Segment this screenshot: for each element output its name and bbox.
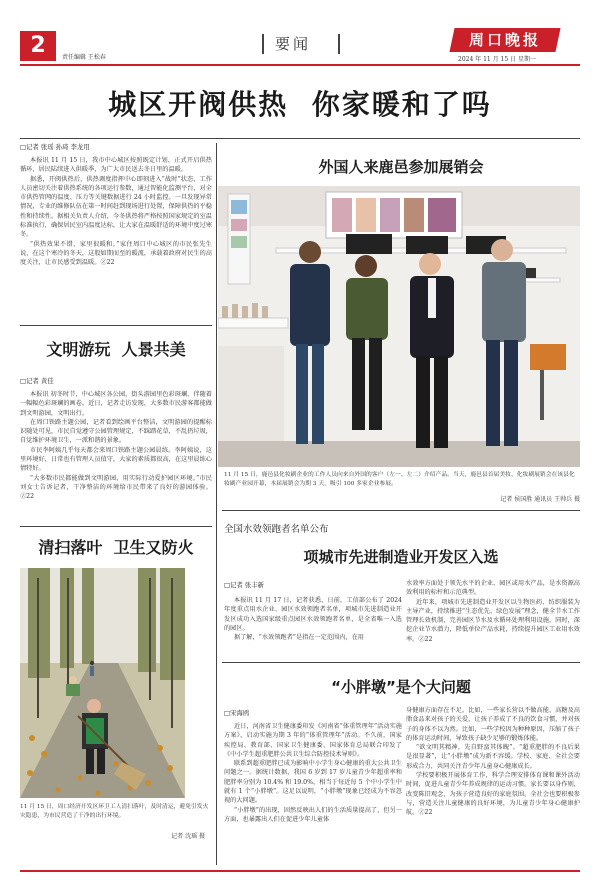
lead-paragraph: 本报讯 11 月 15 日，我市中心城区按照既定计划，正式开启供热循环，居民陆续进入供暖季，为广大市民送去冬日里的温暖。 bbox=[20, 157, 212, 174]
end-mark: Ⓩ22 bbox=[418, 809, 433, 817]
brand-logo bbox=[449, 28, 560, 52]
expo-rule bbox=[222, 510, 580, 511]
section-separator-right bbox=[338, 34, 340, 54]
pangdun-paragraph: 联系到超重肥胖已成为影响中小学生身心健康的重大公共卫生问题之一。据统计数据，我国 6 岁到 17 岁儿童青少年超重率和肥胖率分别为 10.4% 和 19.0%，相当于每近每 5 个中小学生中就有 1 个“小胖墩”。这足以说明，“小胖墩”现象已经成为不容忽视的大问题。 bbox=[224, 760, 402, 805]
headline-rule bbox=[20, 138, 580, 139]
xiangcheng-headline: 项城市先进制造业开发区入选 bbox=[303, 548, 499, 566]
expo-photo bbox=[218, 186, 580, 467]
civil-paragraph: 市民李阿姨几乎每天都会来周口铁路主题公园晨练。李阿姨说，这里环境好，日常也有管理人员值守，大家的素质都很高，在这里晨练心情特好。 bbox=[20, 446, 212, 473]
civil-rule bbox=[20, 325, 212, 326]
pangdun-paragraph: “欲文明其精神，先自野蛮其体魄”。“超重肥胖的不良后果是很显著”，让“小胖墩”成为新不容缓。学校、家庭、全社会要形成合力，共同关注青少年儿童身心健康成长。 bbox=[406, 744, 580, 770]
lead-paragraph: 据悉，开阀供热后，供热调度指挥中心即刻进入“战时”状态，工作人员密切关注着供热系统的各项运行参数，通过智能化监测平台，对全市供热管网的温度、压力等关键数据进行 24 小时监控。一旦发现异常情况，专业的维修队伍在第一时间赶到现场进行处置，保障供热的平稳性和持续性。据相关负责人介绍，今冬供热将严格按照国家规定的室温标准执行，确保居民室内温度达标，让大家在温暖舒适的环境中度过寒冬。 bbox=[20, 175, 212, 239]
xiangcheng-paragraph: 据了解，“水效领跑者”是指在一定范围内，在用 bbox=[233, 634, 364, 642]
xiangcheng-body-left bbox=[224, 596, 402, 652]
xiangcheng-kicker: 全国水效领跑者名单公布 bbox=[224, 524, 329, 535]
xiangcheng-paragraph: 水效率方面处于领先水平的企业、园区或用水产品，是水资源高效利用的标杆和示范典型。 bbox=[406, 580, 580, 597]
xiangcheng-body-right bbox=[406, 579, 580, 657]
end-mark: Ⓩ22 bbox=[20, 493, 35, 501]
section-title: 要闻 bbox=[275, 35, 312, 53]
expo-caption: 11 月 15 日，鹿邑县化妆刷企业的工作人员向来自外国的客户（左一、左二）介绍产品。当天，鹿邑县首届美妆、化妆刷展销会在该县化妆刷产业园开幕，本届展销会为期 3 天，吸引 100 多家企业参展。 bbox=[224, 472, 575, 487]
lead-headline: 城区开阀供热 你家暖和了吗 bbox=[108, 88, 492, 121]
expo-headline: 外国人来鹿邑参加展销会 bbox=[318, 158, 484, 176]
pangdun-body-right bbox=[406, 706, 580, 864]
pangdun-byline: □宋海鸥 bbox=[224, 709, 250, 717]
end-mark: Ⓩ22 bbox=[418, 635, 433, 643]
civil-byline: □记者 黄佳 bbox=[20, 377, 54, 385]
cleaning-photo bbox=[20, 568, 185, 798]
cleaning-rule bbox=[20, 526, 212, 527]
footer-rule bbox=[20, 870, 580, 872]
xiangcheng-rule bbox=[222, 662, 580, 663]
editor-line: 责任编辑 王松春 bbox=[62, 54, 106, 61]
cleaning-headline: 清扫落叶 卫生又防火 bbox=[38, 538, 194, 557]
expo-credit: 记者 侯国胜 通讯员 王帅兵 摄 bbox=[500, 496, 580, 503]
page-number: 2 bbox=[30, 33, 46, 58]
lead-byline: □记者 张瑶 孙琦 李龙用 bbox=[20, 143, 90, 151]
civil-paragraph: 本报讯 初冬时节，中心城区各公园，街头游园里色彩斑斓，伴随着一幅幅色彩斑斓的画卷。近日，记者走访发现，大多数市民游客都能做到文明游园，文明出行。 bbox=[20, 391, 212, 417]
pangdun-paragraph: 身健康方面存在不足。比如，一些家长营以不做高能、高糖及高脂食品来对孩子的关爱，让孩子养成了不良的饮食习惯，并对孩子的身体不以为然。比如，一些学校因为种种原因，压缩了孩子的体育运动时间，导致孩子缺少足够的锻炼体能。 bbox=[406, 707, 580, 742]
cleaning-credit: 记者 沈瑶 摄 bbox=[171, 833, 205, 840]
civil-paragraph: “大多数市民都能做到文明游园，用实际行动爱护园区环境。”市民刘女士告诉记者，干净整洁的环境给市民带来了良好的游园体验。Ⓩ22 bbox=[20, 474, 212, 501]
page-number-box bbox=[20, 31, 56, 61]
civil-body bbox=[20, 390, 212, 518]
section-separator-left bbox=[262, 34, 264, 54]
lead-body bbox=[20, 156, 212, 316]
pangdun-paragraph: 近日，河南省卫生健康委印发《河南省“体重管理年”活动实施方案》，启动实施为期 3 年的“体重管理年”活动。不久前，国家疾控局、教育部、国家卫生健康委、国家体育总局联合印发了《中小学生超重肥胖公共卫生综合防控技术导则》。 bbox=[224, 723, 402, 758]
header-rule bbox=[20, 64, 580, 66]
civil-paragraph: 在周口铁路主题公园，记者看到绘画平台整洁，文明游园的提醒标识随处可见，市民自觉遵守公园管理规定，不踩踏花草，不乱扔垃圾，自觉维护环境卫生，一派和谐的景象。 bbox=[20, 418, 212, 445]
pangdun-paragraph: “小胖墩”的出现，固然反映出人们的生活质量提高了，但另一方面，也暴露出人们在促进少年儿童体 bbox=[224, 806, 402, 823]
end-mark: Ⓩ22 bbox=[100, 259, 115, 267]
pangdun-headline: “小胖墩”是个大问题 bbox=[331, 678, 471, 696]
xiangcheng-paragraph: 近年来，项城市先进制造业开发区以生物医药、纺织服装为主导产业，持续推进“生态优先、绿色发展”理念，健全节水工作管理长效机制，完善园区节水及水循环处理利用设施，同时，深挖企业节水潜力，降低单位产品水耗，持续提升园区工业用水效率。Ⓩ22 bbox=[406, 598, 580, 643]
civil-headline: 文明游玩 人景共美 bbox=[46, 340, 186, 359]
lead-paragraph: “供热效果不错，家里很暖和。”家住周口中心城区的市民张先生说，在这个寒冷的冬天，这股如期而至的暖流，承载着政府对民生的高度关注，让市民感受到温暖。Ⓩ22 bbox=[20, 240, 212, 267]
pangdun-body-left bbox=[224, 722, 402, 864]
xiangcheng-byline: □记者 张丰新 bbox=[224, 581, 265, 589]
xiangcheng-paragraph: 本报讯 11 月 17 日，记者获悉，日前，工信部公布了 2024 年度重点用水企业、园区水效领跑者名单，项城市先进制造业开发区成功入选国家级重点园区水效领跑者名单，是全省唯一入选的园区。 bbox=[224, 597, 402, 632]
date-line: 2024 年 11 月 15 日 星期一 bbox=[458, 56, 536, 63]
pangdun-paragraph: 学校要积极开展体育工作，科学合理安排体育课和课外活动时间，促进儿童青少年养成规律的运动习惯。家长要以身作则，改变陈旧观念，为孩子营造良好的家庭氛围。全社会也要积极参与，营造关注儿童健康的良好环境，为儿童青少年身心健康护航。Ⓩ22 bbox=[406, 772, 580, 817]
column-divider bbox=[216, 143, 217, 865]
cleaning-caption: 11 月 15 日，周口经济开发区环卫工人清扫落叶，及时清运，避免引发火灾隐患，为市民营造了干净的出行环境。 bbox=[20, 804, 209, 819]
brand-name: 周口晚报 bbox=[468, 31, 541, 49]
